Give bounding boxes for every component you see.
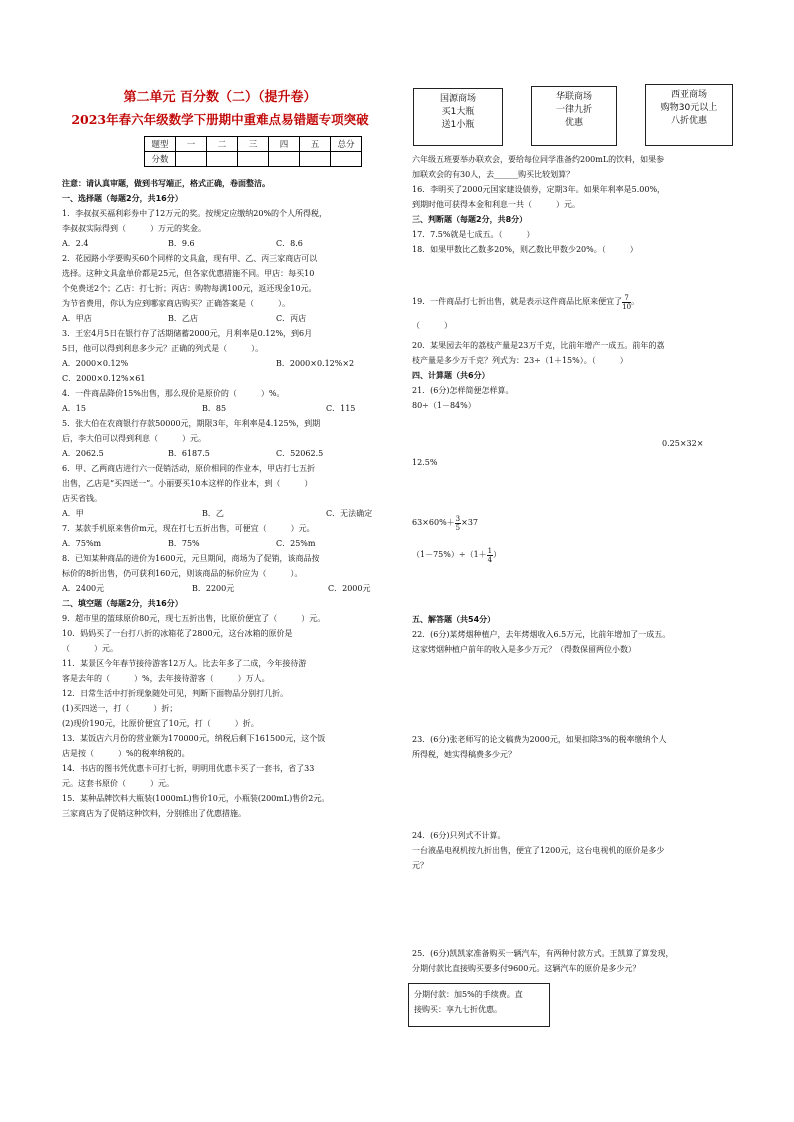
question-line: 客是去年的（ ）%，去年接待游客（ ）万人。 [62, 674, 270, 683]
left-column [62, 176, 398, 821]
question-line: 标价的8折出售，仍可获利160元，则该商品的标价应为（ ）。 [62, 569, 303, 578]
question-line: 14．书店的图书凭优惠卡可打七折，明明用优惠卡买了一套书，省了33 [62, 764, 315, 773]
calc-expression [412, 514, 478, 532]
question-line: 三家商店为了促销这种饮料，分别推出了优惠措施。 [62, 809, 246, 818]
question-line: 枝产量是多少万千克？列式为：23÷（1＋15%）。（ ） [412, 356, 628, 365]
fraction-numerator: 1 [487, 546, 493, 555]
q25 [412, 946, 758, 976]
option: B．2000×0.12%×2 [276, 359, 355, 368]
question-line: 13．某饭店六月份的营业额为170000元，纳税后剩下161500元，这个饭 [62, 734, 326, 743]
fraction-denominator: 10 [622, 302, 632, 311]
option: B．75% [168, 539, 200, 548]
question-line: 加联欢会的有30人，去______购买比较划算？ [412, 170, 575, 179]
option: C．25%m [276, 539, 316, 548]
calc-expression [412, 546, 501, 564]
option: C．2000×0.12%×61 [62, 374, 146, 383]
score-table [144, 136, 362, 167]
question-line: 25．(6分)凯凯家准备购买一辆汽车，有两种付款方式。王凯算了算发现， [412, 949, 674, 958]
options-row [62, 446, 398, 461]
question-line: 5日，他可以得到利息多少元？正确的列式是（ ）。 [62, 344, 264, 353]
score-header-cell: 二 [207, 137, 238, 152]
question-line: 8．已知某种商品的进价为1600元，元旦期间，商场为了促销，该商品按 [62, 554, 320, 563]
options-row [62, 356, 398, 371]
score-header-cell: 四 [269, 137, 300, 152]
promo-box-xiya [645, 84, 733, 146]
options-row [62, 401, 398, 416]
score-cell[interactable] [300, 152, 331, 167]
option: B．乙店 [168, 314, 198, 323]
question-line: 4．一件商品降价15%出售，那么现价是原价的（ ）%。 [62, 389, 285, 398]
question-line: 选择。这种文具盒单价都是25元，但各家优惠措施不同。甲店：每买10 [62, 269, 315, 278]
question-line: 个免费送2个；乙店：打七折；丙店：购物每满100元，返还现金10元。 [62, 284, 317, 293]
question-line: 店是按（ ）%的税率纳税的。 [62, 749, 190, 758]
question-line: （ ）元。 [62, 644, 118, 653]
notice: 注意：请认真审题，做到书写端正，格式正确，卷面整洁。 [62, 179, 270, 188]
question-line: 20．某果园去年的荔枝产量是23万千克，比前年增产一成五。前年的荔 [412, 341, 665, 350]
calc2-cont [412, 455, 437, 470]
options-row [62, 236, 398, 251]
question-line: 到期时他可获得本金和利息一共（ ）元。 [412, 200, 580, 209]
option: B．2200元 [192, 584, 235, 593]
option: C．无法确定 [326, 509, 373, 518]
section2-heading: 二、填空题（每题2分，共16分） [62, 599, 183, 608]
section5 [412, 612, 758, 657]
option: A．2000×0.12% [62, 359, 129, 368]
promo-line: 送1小瓶 [441, 120, 475, 130]
option: A．2400元 [62, 584, 105, 593]
question-line: 7．某款手机原来售价m元，现在打七五折出售，可便宜（ ）元。 [62, 524, 315, 533]
score-header-row [145, 137, 362, 152]
calc-expression: 12.5% [412, 458, 438, 467]
payment-options-box [408, 983, 550, 1027]
question-line: 9．超市里的篮球原价80元，现七五折出售，比原价便宜了（ ）元。 [62, 614, 326, 623]
question-line: 11．某景区今年春节接待游客12万人。比去年多了二成，今年接待游 [62, 659, 307, 668]
q19-text: 19．一件商品打七折出售，就是表示这件商品比原来便宜了 [412, 297, 623, 306]
score-cell[interactable] [176, 152, 207, 167]
score-cell[interactable] [207, 152, 238, 167]
option: C．115 [326, 404, 356, 413]
option: B．6187.5 [168, 449, 210, 458]
question-line: (1)买四送一，打（ ）折； [62, 704, 178, 713]
question-line: 3．王宏4月5日在银行存了活期储蓄2000元，月利率是0.12%，到6月 [62, 329, 313, 338]
calc2 [662, 436, 703, 451]
calc-part: ×37 [461, 518, 479, 527]
option: A．2062.5 [62, 449, 104, 458]
page-title-unit: 第二单元 百分数（二）（提升卷） [123, 90, 317, 105]
score-cell[interactable] [238, 152, 269, 167]
box-line: 接购买：享九七折优惠。 [414, 1005, 502, 1014]
promo-store-name: 西亚商场 [670, 90, 707, 100]
calc4 [412, 546, 501, 564]
question-line: 16．李明买了2000元国家建设债券，定期3年。如果年利率是5.00%， [412, 185, 666, 194]
calc-expression: 80÷（1－84%） [412, 401, 476, 410]
question-line: 6．甲、乙两商店进行六一促销活动，原价相同的作业本，甲店打七五折 [62, 464, 316, 473]
question-line: 19．一件商品打七折出售，就是表示这件商品比原来便宜了 $\frac{7}{10}$ 。 [412, 293, 640, 311]
q19 [412, 293, 758, 311]
question-line: 22．(6分)某烤烟种植户，去年烤烟收入6.5万元，比前年增加了一成五。 [412, 630, 671, 639]
option: B．9.6 [168, 239, 195, 248]
option: C．8.6 [276, 239, 303, 248]
option: A．75%m [62, 539, 102, 548]
question-line: 为节省费用，你认为应到哪家商店购买？正确答案是（ ）。 [62, 299, 290, 308]
question-line: 23．(6分)张老师写的论文稿费为2000元，如果扣除3%的税率缴纳个人 [412, 735, 667, 744]
option: A．2.4 [62, 239, 89, 248]
options-row [62, 536, 398, 551]
page-title-series: 2023年春六年级数学下册期中重难点易错题专项突破 [71, 112, 369, 127]
right-column-mid [412, 338, 758, 413]
option: C．52062.5 [276, 449, 324, 458]
promo-line: 购物30元以上 [660, 103, 718, 113]
question-line: 后，李大伯可以得到利息（ ）元。 [62, 434, 206, 443]
question-line: 出售，乙店是“买四送一”。小丽要买10本这样的作业本，到（ ） [62, 479, 313, 488]
section3-heading: 三、判断题（每题2分，共8分） [412, 215, 528, 224]
answer-paren: （ ） [412, 321, 452, 330]
q19-answer [412, 318, 452, 333]
fraction-numerator: 3 [455, 514, 461, 523]
fraction-denominator: 5 [455, 523, 461, 532]
question-line: 17．7.5%就是七成五。（ ） [412, 230, 535, 239]
score-header-cell: 总分 [331, 137, 362, 152]
question-line: 这家烤烟种植户前年的收入是多少万元？（得数保留两位小数） [412, 645, 636, 654]
question-line: 1．李叔叔买福利彩券中了12万元的奖。按规定应缴纳20%的个人所得税， [62, 209, 328, 218]
score-row-label: 分数 [145, 152, 176, 167]
option: C．2000元 [328, 584, 371, 593]
calc3 [412, 514, 478, 532]
q24 [412, 828, 758, 873]
question-line: 10．妈妈买了一台打八折的冰箱花了2800元，这台冰箱的原价是 [62, 629, 293, 638]
option: A．甲店 [62, 314, 92, 323]
score-header-cell: 五 [300, 137, 331, 152]
question-line: 元？ [412, 861, 428, 870]
fraction-denominator: 4 [487, 555, 493, 564]
option: B．乙 [202, 509, 224, 518]
promo-line: 八折优惠 [670, 116, 707, 126]
score-header-cell: 三 [238, 137, 269, 152]
box-line: 分期付款：加5%的手续费。直 [414, 990, 523, 999]
question-line: 六年级五班要举办联欢会，要给每位同学准备约200mL的饮料，如果参 [412, 155, 665, 164]
question-line: 一台液晶电视机按九折出售，便宜了1200元，这台电视机的原价是多少 [412, 846, 665, 855]
options-row [62, 311, 398, 326]
right-column-upper [412, 152, 758, 257]
score-header-cell: 题型 [145, 137, 176, 152]
option: A．15 [62, 404, 86, 413]
question-line: (2)现价190元，比原价便宜了10元，打（ ）折。 [62, 719, 259, 728]
question-line: 21．(6分)怎样简便怎样算。 [412, 386, 514, 395]
question-line: 2．花园路小学要购买60个同样的文具盒，现有甲、乙、丙三家商店可以 [62, 254, 318, 263]
question-line: 所得税，她实得稿费多少元？ [412, 750, 516, 759]
question-line: 分期付款比直接购买要多付9600元。这辆汽车的原价是多少元？ [412, 964, 641, 973]
score-value-row [145, 152, 362, 167]
q23 [412, 732, 758, 762]
option: A．甲 [62, 509, 84, 518]
option: C．丙店 [276, 314, 307, 323]
question-line: 元。这套书原价（ ）元。 [62, 779, 174, 788]
question-line: 18．如果甲数比乙数多20%，则乙数比甲数少20%。（ ） [412, 245, 638, 254]
section4-heading: 四、计算题（共6分） [412, 371, 490, 380]
question-line: 李叔叔实际得到（ ）万元的奖金。 [62, 224, 206, 233]
question-line: 12．日常生活中打折现象随处可见，判断下面物品分别打几折。 [62, 689, 289, 698]
fraction-numerator: 7 [622, 294, 631, 303]
calc-part: （1－75%）÷（1＋ [412, 550, 487, 559]
calc-part: 63×60%＋ [412, 518, 455, 527]
option: B．85 [202, 404, 227, 413]
promo-store-name: 国源商场 [439, 94, 476, 104]
calc-expression: 0.25×32× [662, 439, 704, 448]
score-header-cell: 一 [176, 137, 207, 152]
options-row [62, 506, 398, 521]
fraction [622, 294, 631, 311]
question-line: 5．张大伯在农商银行存款50000元，期限3年，年利率是4.125%，到期 [62, 419, 321, 428]
options-row [62, 581, 398, 596]
promo-line: 优惠 [564, 118, 583, 128]
promo-line: 买1大瓶 [441, 107, 475, 117]
promo-box-guoyuan [413, 88, 503, 146]
promo-store-name: 华联商场 [555, 92, 592, 102]
score-cell[interactable] [269, 152, 300, 167]
question-line: 店买省钱。 [62, 494, 102, 503]
section1-heading: 一、选择题（每题2分，共16分） [62, 194, 183, 203]
score-cell[interactable] [331, 152, 362, 167]
question-line: 15．某种品牌饮料大瓶装(1000mL)售价10元，小瓶装(200mL)售价2元。 [62, 794, 330, 803]
question-line: 24．(6分)只列式不计算。 [412, 831, 506, 840]
promo-box-hualian [531, 86, 617, 146]
calc-part: ） [493, 550, 502, 559]
promo-line: 一律九折 [555, 105, 592, 115]
section5-heading: 五、解答题（共54分） [412, 615, 496, 624]
